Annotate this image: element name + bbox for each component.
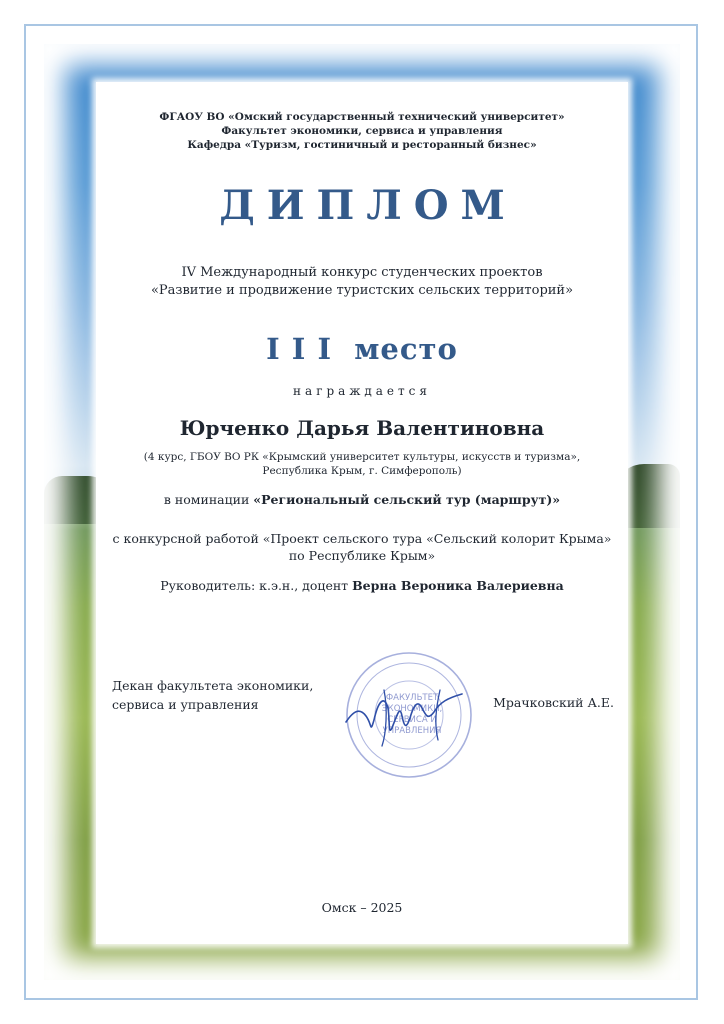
diploma-paper bbox=[96, 82, 628, 944]
work-line-1: с конкурсной работой «Проект сельского тура «Сельский колорит Крыма» bbox=[112, 531, 612, 546]
supervisor bbox=[96, 578, 628, 593]
supervisor-name: Верна Вероника Валериевна bbox=[352, 578, 564, 593]
competition-work bbox=[96, 530, 628, 564]
contest-line-2: «Развитие и продвижение туристских сельских территорий» bbox=[150, 283, 574, 298]
header-faculty: Факультет экономики, сервиса и управления bbox=[221, 125, 503, 137]
affiliation-line-1: (4 курс, ГБОУ ВО РК «Крымский университет культуры, искусств и туризма», bbox=[143, 451, 581, 463]
recipient-affiliation bbox=[96, 450, 628, 478]
stamp-text-2: ЭКОНОМИКИ, bbox=[381, 704, 443, 714]
nomination-prefix: в номинации bbox=[163, 492, 254, 507]
place-award: I I I место bbox=[266, 332, 458, 366]
stamp-text-1: ФАКУЛЬТЕТ bbox=[385, 693, 439, 703]
contest-line-1: IV Международный конкурс студенческих проектов bbox=[181, 265, 543, 280]
signer-name: Мрачковский А.Е. bbox=[493, 695, 614, 710]
header-university: ФГАОУ ВО «Омский государственный технический университет» bbox=[159, 111, 565, 123]
official-stamp bbox=[344, 650, 474, 780]
affiliation-line-2: Республика Крым, г. Симферополь) bbox=[262, 465, 462, 477]
contest-name bbox=[96, 264, 628, 300]
signer-role-line-1: Декан факультета экономики, bbox=[112, 678, 314, 693]
nomination bbox=[96, 492, 628, 507]
recipient-name: Юрченко Дарья Валентиновна bbox=[179, 416, 545, 440]
nomination-value: «Региональный сельский тур (маршрут)» bbox=[253, 492, 561, 507]
issuer-header bbox=[96, 110, 628, 152]
supervisor-prefix: Руководитель: к.э.н., доцент bbox=[160, 578, 353, 593]
stamp-text-4: УПРАВЛЕНИЯ bbox=[382, 726, 442, 736]
header-department: Кафедра «Туризм, гостиничный и ресторанный бизнес» bbox=[187, 139, 537, 151]
signer-role bbox=[112, 676, 313, 714]
work-line-2: по Республике Крым» bbox=[288, 548, 436, 563]
awarded-label: награждается bbox=[293, 384, 431, 398]
place-and-year: Омск – 2025 bbox=[321, 900, 403, 915]
stamp-text-3: СЕРВИСА И bbox=[387, 715, 437, 725]
diploma-title: ДИПЛОМ bbox=[219, 182, 517, 229]
signer-role-line-2: сервиса и управления bbox=[112, 697, 259, 712]
